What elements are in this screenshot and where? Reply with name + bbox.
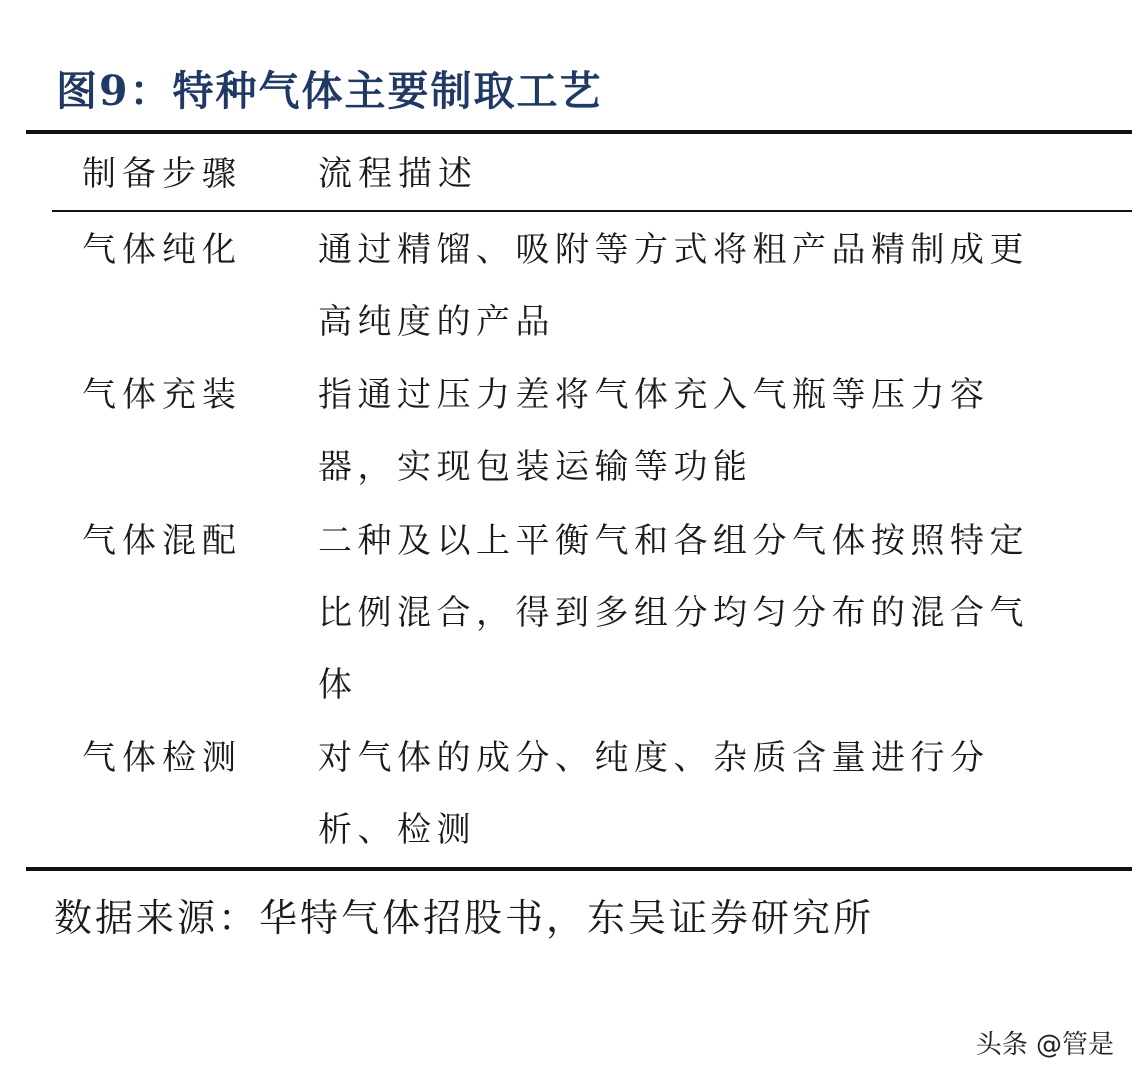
row-step: 气体充装: [82, 375, 242, 415]
row-step: 气体纯化: [82, 230, 242, 270]
description-line: 高纯度的产品: [318, 302, 555, 342]
table-bottom-rule: [26, 867, 1132, 871]
watermark: 头条 @管是: [975, 1030, 1114, 1060]
description-line: 比例混合，得到多组分均匀分布的混合气: [318, 593, 1029, 633]
row-description: [318, 505, 1078, 721]
description-line: 二种及以上平衡气和各组分气体按照特定: [318, 521, 1029, 561]
description-line: 通过精馏、吸附等方式将粗产品精制成更: [318, 230, 1029, 270]
description-line: 体: [318, 665, 358, 705]
row-description: [318, 214, 1078, 358]
table-header-rule: [52, 210, 1132, 212]
header-description: 流程描述: [318, 154, 478, 194]
description-line: 指通过压力差将气体充入气瓶等压力容: [318, 375, 990, 415]
source-note: 数据来源：华特气体招股书，东吴证券研究所: [54, 896, 875, 940]
description-line: 器，实现包装运输等功能: [318, 447, 753, 487]
description-line: 对气体的成分、纯度、杂质含量进行分: [318, 738, 990, 778]
row-step: 气体混配: [82, 521, 242, 561]
row-description: [318, 359, 1078, 503]
figure-title: 图9：特种气体主要制取工艺: [56, 67, 603, 115]
table-top-rule: [26, 130, 1132, 134]
row-step: 气体检测: [82, 738, 242, 778]
row-description: [318, 722, 1078, 866]
header-step: 制备步骤: [82, 154, 242, 194]
description-line: 析、检测: [318, 810, 476, 850]
